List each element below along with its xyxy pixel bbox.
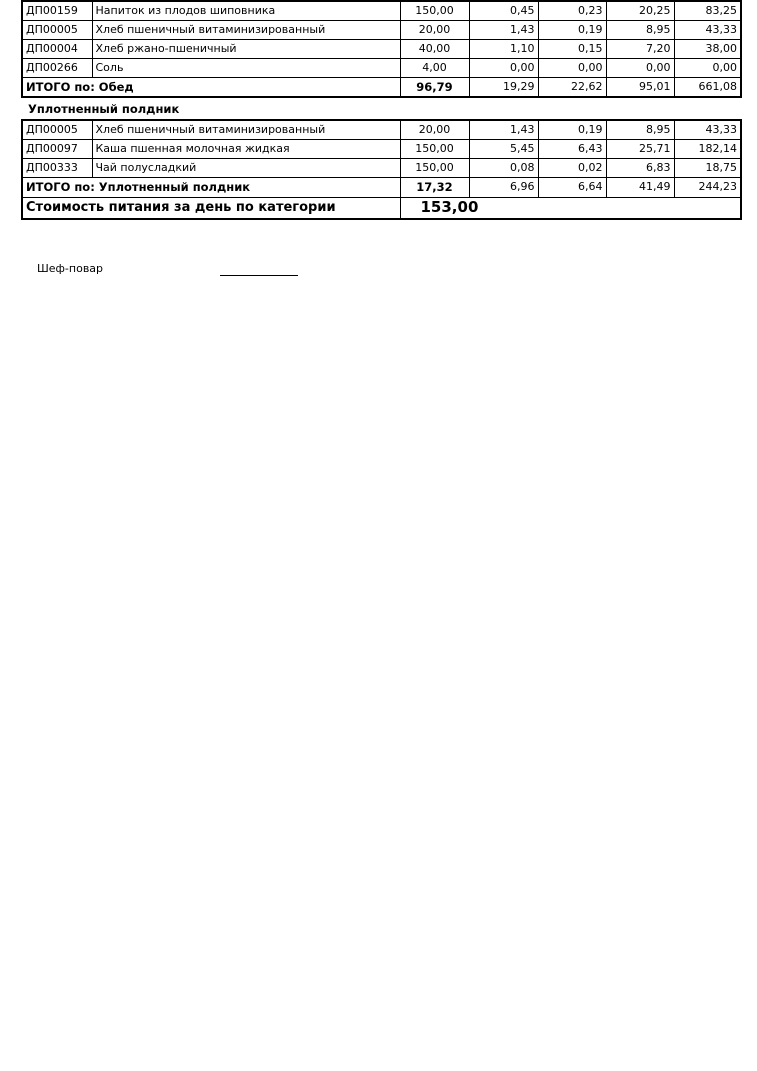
total-value: 95,01 [606, 77, 674, 97]
item-qty: 150,00 [400, 158, 469, 177]
item-code: ДП00097 [22, 139, 92, 158]
item-name: Хлеб пшеничный витаминизированный [92, 120, 400, 139]
total-row [22, 77, 741, 97]
item-qty: 20,00 [400, 120, 469, 139]
total-value: 6,64 [538, 177, 606, 197]
meal-table-obed [21, 0, 742, 98]
daily-summary-label: Стоимость питания за день по категории [22, 197, 400, 219]
item-value: 43,33 [674, 20, 741, 39]
signature-line [220, 275, 298, 276]
total-value: 22,62 [538, 77, 606, 97]
item-value: 0,08 [469, 158, 538, 177]
item-qty: 150,00 [400, 1, 469, 20]
item-value: 1,43 [469, 20, 538, 39]
item-value: 5,45 [469, 139, 538, 158]
item-name: Соль [92, 58, 400, 77]
item-value: 0,00 [538, 58, 606, 77]
total-qty: 96,79 [400, 77, 469, 97]
item-code: ДП00266 [22, 58, 92, 77]
item-qty: 150,00 [400, 139, 469, 158]
daily-summary-row [22, 197, 741, 219]
item-value: 43,33 [674, 120, 741, 139]
table-row [22, 120, 741, 139]
item-value: 1,10 [469, 39, 538, 58]
table-row [22, 1, 741, 20]
item-qty: 40,00 [400, 39, 469, 58]
item-code: ДП00159 [22, 1, 92, 20]
item-value: 6,43 [538, 139, 606, 158]
item-value: 0,00 [606, 58, 674, 77]
item-code: ДП00005 [22, 120, 92, 139]
total-value: 6,96 [469, 177, 538, 197]
table-row [22, 58, 741, 77]
total-value: 244,23 [674, 177, 741, 197]
total-value: 661,08 [674, 77, 741, 97]
signature-label: Шеф-повар [37, 262, 104, 275]
item-value: 0,19 [538, 120, 606, 139]
meal-table-poldnik [21, 119, 742, 220]
section-header-poldnik: Уплотненный полдник [28, 102, 180, 116]
item-value: 25,71 [606, 139, 674, 158]
item-name: Хлеб пшеничный витаминизированный [92, 20, 400, 39]
table-row [22, 39, 741, 58]
total-value: 19,29 [469, 77, 538, 97]
item-name: Чай полусладкий [92, 158, 400, 177]
item-value: 38,00 [674, 39, 741, 58]
item-qty: 4,00 [400, 58, 469, 77]
item-value: 20,25 [606, 1, 674, 20]
item-value: 8,95 [606, 20, 674, 39]
item-code: ДП00005 [22, 20, 92, 39]
total-label: ИТОГО по: Уплотненный полдник [22, 177, 400, 197]
item-value: 1,43 [469, 120, 538, 139]
item-name: Хлеб ржано-пшеничный [92, 39, 400, 58]
table-row [22, 139, 741, 158]
item-value: 8,95 [606, 120, 674, 139]
item-value: 7,20 [606, 39, 674, 58]
item-value: 0,19 [538, 20, 606, 39]
total-label: ИТОГО по: Обед [22, 77, 400, 97]
item-value: 0,00 [674, 58, 741, 77]
item-value: 0,15 [538, 39, 606, 58]
item-value: 6,83 [606, 158, 674, 177]
table-row [22, 20, 741, 39]
item-value: 0,02 [538, 158, 606, 177]
item-name: Каша пшенная молочная жидкая [92, 139, 400, 158]
item-value: 182,14 [674, 139, 741, 158]
item-value: 0,00 [469, 58, 538, 77]
total-qty: 17,32 [400, 177, 469, 197]
total-row [22, 177, 741, 197]
item-name: Напиток из плодов шиповника [92, 1, 400, 20]
item-value: 0,23 [538, 1, 606, 20]
item-value: 0,45 [469, 1, 538, 20]
item-value: 18,75 [674, 158, 741, 177]
table-row [22, 158, 741, 177]
total-value: 41,49 [606, 177, 674, 197]
item-code: ДП00004 [22, 39, 92, 58]
daily-summary-value: 153,00 [400, 197, 741, 219]
item-qty: 20,00 [400, 20, 469, 39]
item-value: 83,25 [674, 1, 741, 20]
item-code: ДП00333 [22, 158, 92, 177]
